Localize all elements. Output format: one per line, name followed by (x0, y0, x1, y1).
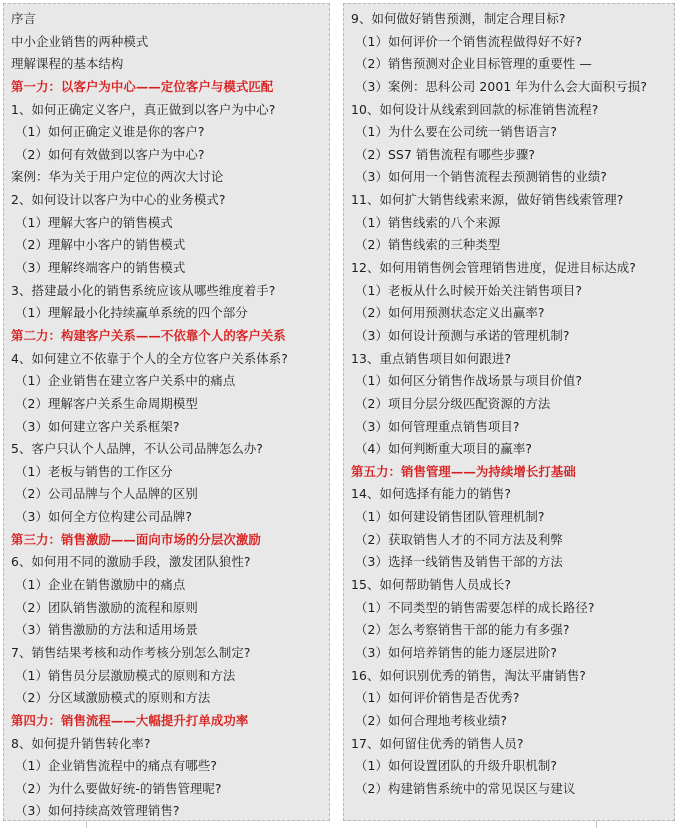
outline-item: 5、客户只认个人品牌，不认公司品牌怎么办? (11, 441, 263, 457)
outline-item: 11、如何扩大销售线索来源，做好销售线索管理? (351, 192, 624, 208)
outline-subitem: （3）选择一线销售及销售干部的方法 (355, 554, 563, 570)
outline-subitem: （2）理解客户关系生命周期模型 (15, 395, 198, 411)
outline-subitem: （3）如何建立客户关系框架? (15, 418, 180, 434)
outline-item: 8、如何提升销售转化率? (11, 735, 151, 751)
outline-subitem: （1）不同类型的销售需要怎样的成长路径? (355, 599, 595, 615)
outline-subitem: （2）理解中小客户的销售模式 (15, 237, 186, 253)
outline-item: 14、如何选择有能力的销售? (351, 486, 512, 502)
outline-subitem: （3）如何用一个销售流程去预测销售的业绩? (355, 169, 607, 185)
outline-subitem: （1）如何区分销售作战场景与项目价值? (355, 373, 582, 389)
outline-subitem: （1）销售员分层激励模式的原则和方法 (15, 667, 236, 683)
outline-item: 理解课程的基本结构 (11, 56, 124, 72)
section-heading: 第一力：以客户为中心——定位客户与模式匹配 (11, 78, 274, 94)
outline-subitem: （3）如何培养销售的能力逐层进阶? (355, 644, 558, 660)
outline-subitem: （1）理解大客户的销售模式 (15, 214, 173, 230)
outline-subitem: （3）如何设计预测与承诺的管理机制? (355, 327, 570, 343)
outline-subitem: （1）企业销售在建立客户关系中的痛点 (15, 373, 236, 389)
outline-subitem: （2）团队销售激励的流程和原则 (15, 599, 198, 615)
outline-item: 中小企业销售的两种模式 (11, 33, 149, 49)
outline-item: 4、如何建立不依靠于个人的全方位客户关系体系? (11, 350, 288, 366)
outline-subitem: （1）老板与销售的工作区分 (15, 463, 173, 479)
outline-subitem: （2）销售线索的三种类型 (355, 237, 501, 253)
outline-item: 12、如何用销售例会管理销售进度，促进目标达成? (351, 260, 636, 276)
outline-subitem: （2）怎么考察销售干部的能力有多强? (355, 622, 570, 638)
outline-subitem: （2）分区域激励模式的原则和方法 (15, 690, 211, 706)
outline-subitem: （1）企业销售流程中的痛点有哪些? (15, 758, 218, 774)
outline-subitem: （1）如何建设销售团队管理机制? (355, 509, 545, 525)
outline-subitem: （2）获取销售人才的不同方法及利弊 (355, 531, 563, 547)
outline-subitem: （1）企业在销售激励中的痛点 (15, 577, 186, 593)
divider-tick (86, 821, 87, 828)
outline-subitem: （2）销售预测对企业目标管理的重要性 — (355, 56, 592, 72)
outline-item: 序言 (11, 11, 36, 26)
outline-right-panel (343, 3, 675, 821)
outline-item: 16、如何识别优秀的销售，淘汰平庸销售? (351, 667, 586, 683)
outline-subitem: （2）公司品牌与个人品牌的区别 (15, 486, 198, 502)
outline-left-panel (3, 3, 330, 821)
section-heading: 第三力：销售激励——面向市场的分层次激励 (11, 531, 261, 547)
outline-item: 9、如何做好销售预测，制定合理目标? (351, 11, 566, 26)
divider-tick (596, 821, 597, 828)
outline-item: 13、重点销售项目如何跟进? (351, 350, 512, 366)
outline-subitem: （3）如何管理重点销售项目? (355, 418, 520, 434)
outline-subitem: （2）SS7 销售流程有哪些步骤? (355, 146, 536, 162)
outline-item: 2、如何设计以客户为中心的业务模式? (11, 192, 226, 208)
outline-subitem: （2）如何有效做到以客户为中心? (15, 146, 205, 162)
outline-subitem: （1）如何设置团队的升级升职机制? (355, 758, 558, 774)
outline-subitem: （1）如何评价一个销售流程做得好不好? (355, 33, 582, 49)
outline-item: 15、如何帮助销售人员成长? (351, 577, 512, 593)
section-heading: 第五力：销售管理——为持续增长打基础 (351, 463, 576, 479)
outline-subitem: （3）如何持续高效管理销售? (15, 803, 180, 819)
outline-item: 17、如何留住优秀的销售人员? (351, 735, 524, 751)
section-heading: 第二力：构建客户关系——不依靠个人的客户关系 (11, 327, 286, 343)
outline-subitem: （3）如何全方位构建公司品牌? (15, 509, 193, 525)
outline-subitem: （4）如何判断重大项目的赢率? (355, 441, 533, 457)
outline-subitem: （2）如何用预测状态定义出赢率? (355, 305, 545, 321)
outline-subitem: （2）如何合理地考核业绩? (355, 712, 508, 728)
outline-item: 6、如何用不同的激励手段，激发团队狼性? (11, 554, 251, 570)
outline-item: 10、如何设计从线索到回款的标准销售流程? (351, 101, 599, 117)
outline-subitem: （3）理解终端客户的销售模式 (15, 260, 186, 276)
outline-subitem: （2）为什么要做好统-的销售管理呢? (15, 780, 222, 796)
outline-subitem: （1）理解最小化持续赢单系统的四个部分 (15, 305, 248, 321)
outline-item: 案例：华为关于用户定位的两次大讨论 (11, 169, 224, 185)
outline-subitem: （1）如何正确定义谁是你的客户? (15, 124, 205, 140)
outline-subitem: （2）项目分层分级匹配资源的方法 (355, 395, 551, 411)
outline-subitem: （2）构建销售系统中的常见误区与建议 (355, 780, 576, 796)
outline-item: 3、搭建最小化的销售系统应该从哪些维度着手? (11, 282, 276, 298)
outline-subitem: （1）销售线索的八个来源 (355, 214, 501, 230)
outline-subitem: （1）如何评价销售是否优秀? (355, 690, 520, 706)
outline-subitem: （1）老板从什么时候开始关注销售项目? (355, 282, 582, 298)
section-heading: 第四力：销售流程——大幅提升打单成功率 (11, 712, 249, 728)
outline-subitem: （1）为什么要在公司统一销售语言? (355, 124, 558, 140)
outline-item: 1、如何正确定义客户，真正做到以客户为中心? (11, 101, 276, 117)
outline-subitem: （3）销售激励的方法和适用场景 (15, 622, 198, 638)
outline-item: 7、销售结果考核和动作考核分别怎么制定? (11, 644, 251, 660)
outline-subitem: （3）案例：思科公司 2001 年为什么会大面积亏损? (355, 78, 647, 94)
